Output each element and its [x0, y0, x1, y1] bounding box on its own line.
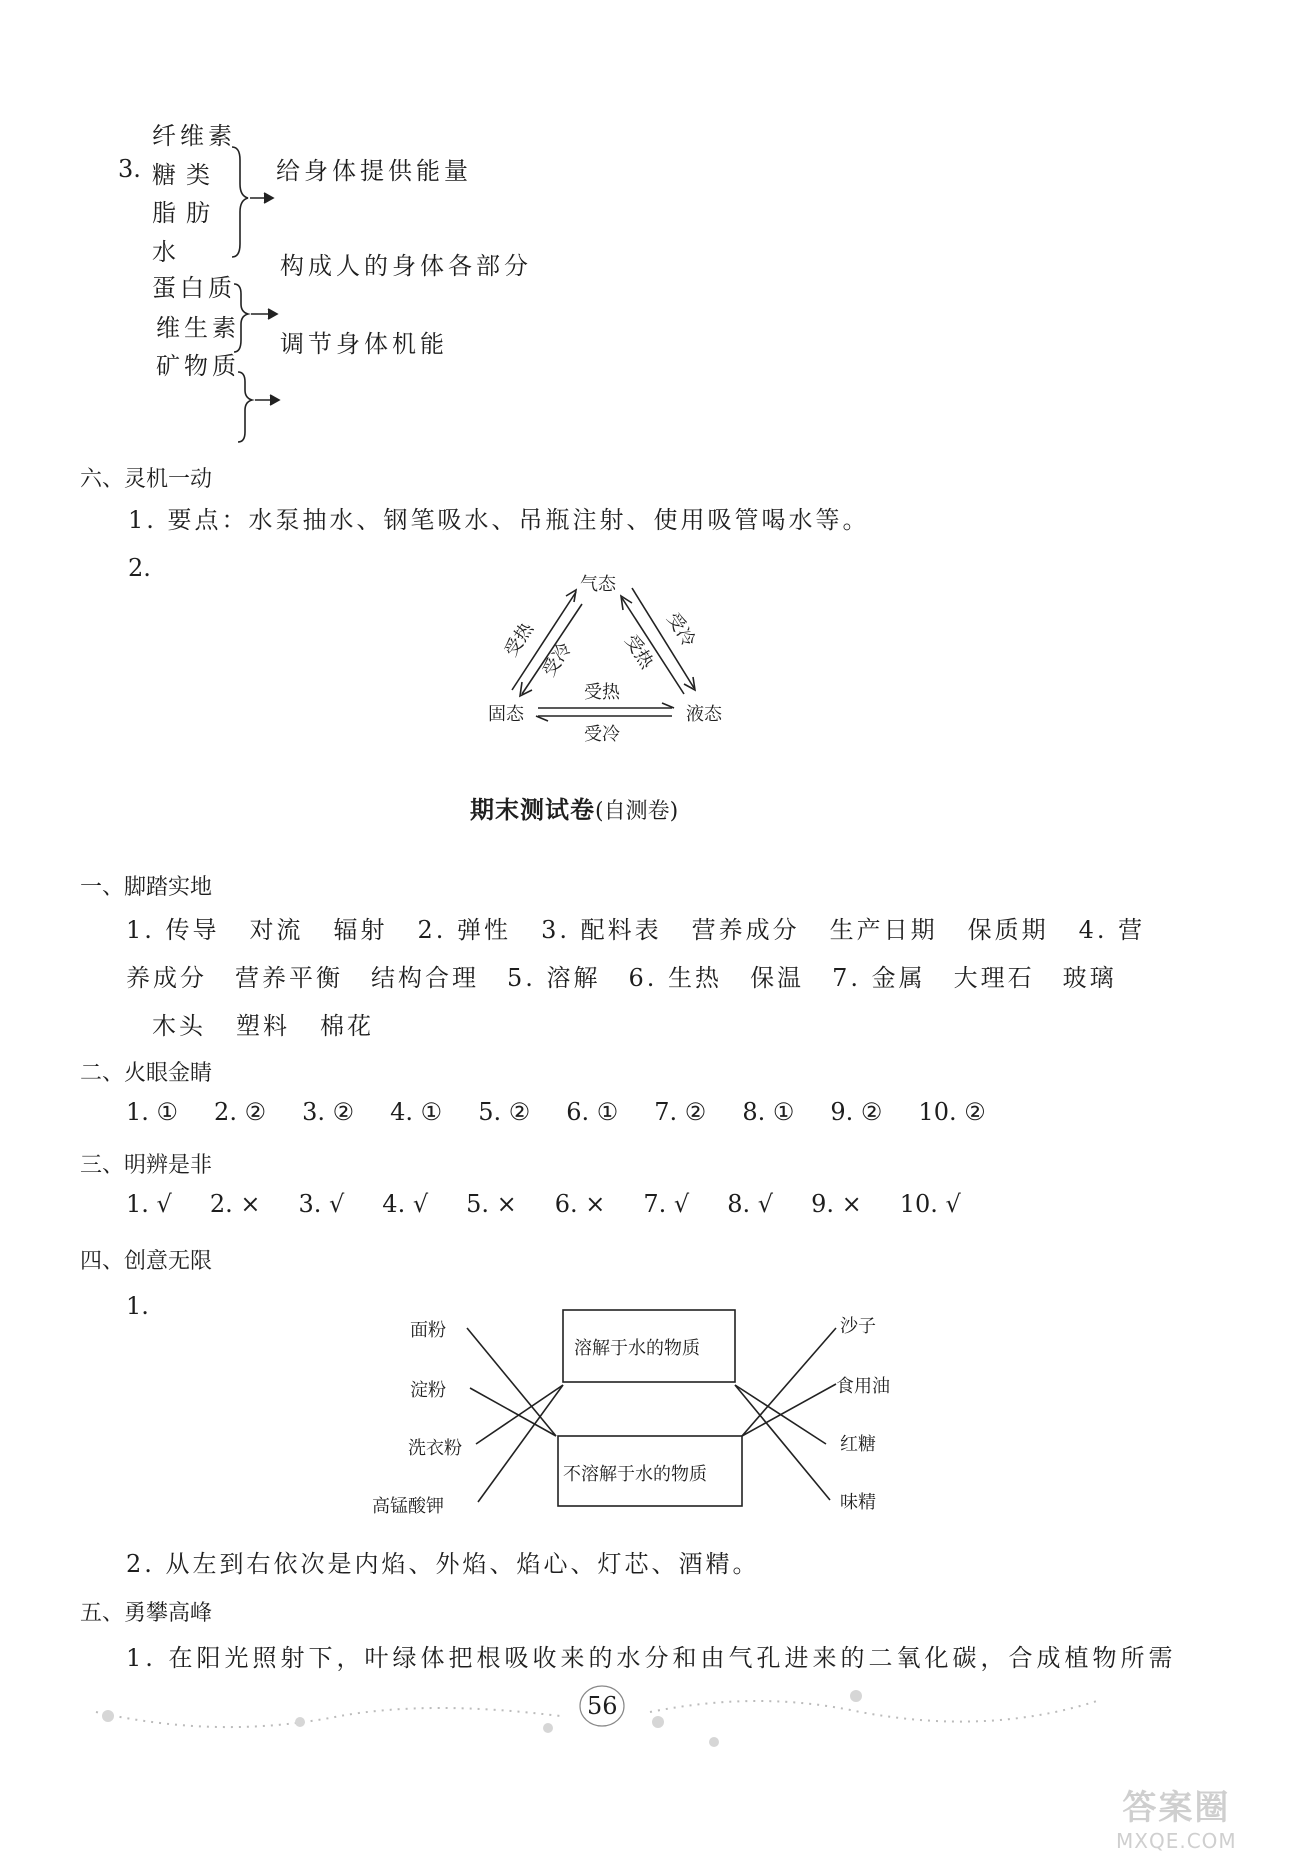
item-number-3: 3. — [118, 155, 141, 183]
nutrient-protein: 蛋白质 — [152, 274, 236, 302]
right-item-sand: 沙子 — [840, 1316, 876, 1337]
part1-answer: 5. 溶解 — [507, 964, 601, 992]
state-liquid: 液态 — [686, 704, 722, 725]
box-soluble-label: 溶解于水的物质 — [574, 1338, 700, 1359]
left-item-permanganate: 高锰酸钾 — [372, 1496, 444, 1517]
left-item-flour: 面粉 — [410, 1320, 446, 1341]
right-item-msg: 味精 — [840, 1492, 876, 1513]
part2-answer: 7. ② — [654, 1098, 707, 1126]
part3-answer: 4. √ — [382, 1190, 429, 1218]
part3-answer: 2. × — [209, 1190, 261, 1218]
section6-heading: 六、灵机一动 — [80, 467, 213, 492]
part1-answer: 7. 金属 — [832, 964, 926, 992]
part1-answer: 2. 弹性 — [417, 916, 512, 944]
group3-result: 调节身体机能 — [280, 330, 448, 358]
part3-answer: 10. √ — [899, 1190, 961, 1218]
ornament-dot — [709, 1737, 719, 1747]
part2-answer: 3. ② — [302, 1098, 355, 1126]
state-gas: 气态 — [580, 574, 616, 595]
nutrient-mineral: 矿物质 — [156, 352, 240, 380]
part1-answer: 塑料 — [236, 1012, 290, 1040]
watermark-top: 答案圈 — [1122, 1788, 1231, 1828]
part1-answer: 玻璃 — [1062, 964, 1117, 992]
part1-answer: 营养成分 — [691, 916, 800, 944]
part1-answer: 保温 — [750, 964, 805, 992]
part4-q1-number: 1. — [126, 1292, 149, 1320]
part1-answer: 6. 生热 — [628, 964, 723, 992]
part2-answer: 5. ② — [478, 1098, 531, 1126]
label-right-outer: 受冷 — [662, 608, 700, 651]
part3-answer: 7. √ — [643, 1190, 690, 1218]
part2-answer: 1. ① — [126, 1098, 179, 1126]
section6-q1: 1. 要点：水泵抽水、钢笔吸水、吊瓶注射、使用吸管喝水等。 — [128, 506, 870, 534]
dotted-wave-right — [650, 1700, 1100, 1722]
box-insoluble-label: 不溶解于水的物质 — [563, 1464, 707, 1485]
label-left-outer: 受热 — [500, 619, 539, 661]
left-item-starch: 淀粉 — [410, 1380, 446, 1401]
part2-answer: 4. ① — [390, 1098, 443, 1126]
part5-q1: 1. 在阳光照射下，叶绿体把根吸收来的水分和由气孔进来的二氧化碳，合成植物所需 — [126, 1644, 1177, 1672]
part2-answer: 2. ② — [214, 1098, 267, 1126]
state-solid: 固态 — [488, 704, 524, 725]
ornament-dot — [295, 1717, 305, 1727]
part3-answer: 3. √ — [298, 1190, 345, 1218]
group2-result: 构成人的身体各部分 — [280, 252, 532, 280]
part3-answer: 6. × — [554, 1190, 606, 1218]
part5-heading: 五、勇攀高峰 — [80, 1601, 213, 1626]
part1-heading: 一、脚踏实地 — [80, 875, 213, 900]
page-number: 56 — [587, 1692, 618, 1720]
label-right-inner: 受热 — [620, 630, 658, 673]
ornament-dot — [850, 1690, 862, 1702]
watermark — [1116, 1780, 1237, 1853]
left-item-detergent: 洗衣粉 — [408, 1438, 462, 1459]
ornament-dot — [652, 1716, 664, 1728]
part1-answer: 4. 营 — [1078, 916, 1146, 944]
part1-answer: 大理石 — [953, 964, 1035, 992]
part2-answer: 9. ② — [830, 1098, 883, 1126]
nutrient-fat: 脂肪 — [152, 199, 220, 227]
part1-answer: 对流 — [249, 916, 304, 944]
part1-answer: 结构合理 — [371, 964, 479, 992]
part3-heading: 三、明辨是非 — [80, 1153, 213, 1178]
nutrient-fiber: 纤维素 — [152, 122, 236, 150]
exam-title-sub: (自测卷) — [595, 799, 679, 824]
exam-title-main: 期末测试卷 — [470, 796, 595, 824]
part2-answer: 10. ② — [918, 1098, 986, 1126]
ornament-dot — [543, 1723, 553, 1733]
part3-answer: 5. × — [466, 1190, 517, 1218]
nutrient-water: 水 — [152, 238, 176, 266]
right-item-oil: 食用油 — [836, 1376, 890, 1397]
part3-answer: 9. × — [811, 1190, 862, 1218]
part2-answer: 6. ① — [566, 1098, 619, 1126]
group1-result: 给身体提供能量 — [276, 157, 472, 185]
part1-answer: 生产日期 — [829, 916, 938, 944]
part1-answer: 1. 传导 — [126, 916, 220, 944]
part3-answer: 8. √ — [727, 1190, 774, 1218]
part1-answer: 营养平衡 — [235, 964, 343, 992]
right-item-sugar: 红糖 — [840, 1434, 876, 1455]
part1-answer: 棉花 — [320, 1012, 374, 1040]
part2-heading: 二、火眼金睛 — [80, 1061, 213, 1086]
watermark-bottom: MXQE.COM — [1116, 1829, 1237, 1853]
part1-answer: 养成分 — [126, 964, 207, 992]
label-bottom-bottom: 受冷 — [584, 724, 620, 745]
part1-answer: 辐射 — [333, 916, 388, 944]
part4-heading: 四、创意无限 — [80, 1249, 213, 1274]
part1-answer: 3. 配料表 — [541, 916, 662, 944]
part1-answer: 木头 — [152, 1012, 206, 1040]
ornament-dot — [102, 1710, 114, 1722]
dotted-wave-left — [96, 1708, 560, 1727]
part3-answer: 1. √ — [126, 1190, 172, 1218]
nutrient-sugar: 糖类 — [152, 161, 220, 189]
part4-q2: 2. 从左到右依次是内焰、外焰、焰心、灯芯、酒精。 — [126, 1550, 760, 1578]
part2-answer: 8. ① — [742, 1098, 795, 1126]
label-left-inner: 受冷 — [538, 639, 577, 681]
label-bottom-top: 受热 — [584, 682, 620, 703]
section6-q2-number: 2. — [128, 554, 151, 582]
nutrient-vitamin: 维生素 — [156, 314, 240, 342]
part1-answer: 保质期 — [967, 916, 1049, 944]
